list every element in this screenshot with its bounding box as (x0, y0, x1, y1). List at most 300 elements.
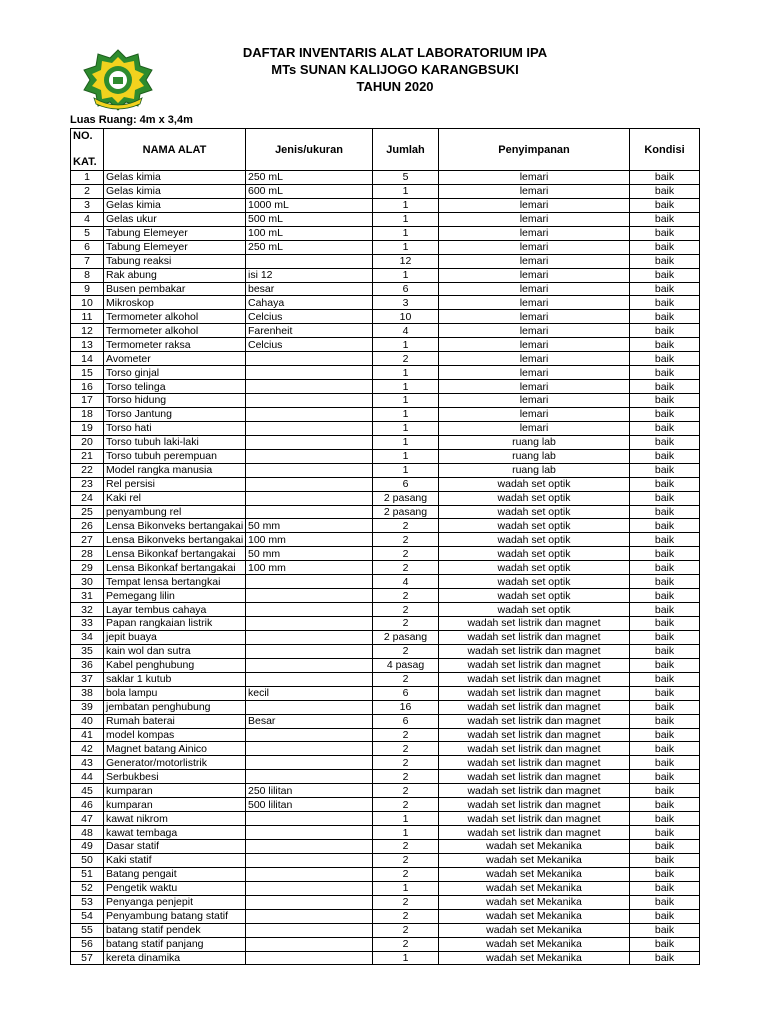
cell-no: 13 (71, 338, 104, 352)
table-row (71, 296, 700, 310)
title-line-3: TAHUN 2020 (356, 79, 434, 94)
cell-storage: lemari (439, 380, 630, 394)
table-row (71, 324, 700, 338)
cell-qty: 4 pasag (373, 658, 439, 672)
col-header-condition: Kondisi (630, 129, 700, 171)
table-row (71, 212, 700, 226)
table-row (71, 728, 700, 742)
cell-no: 52 (71, 881, 104, 895)
cell-condition: baik (630, 867, 700, 881)
table-row (71, 603, 700, 617)
cell-name: Tabung reaksi (104, 254, 246, 268)
cell-condition: baik (630, 798, 700, 812)
table-row (71, 505, 700, 519)
cell-storage: lemari (439, 296, 630, 310)
table-row (71, 853, 700, 867)
cell-no: 40 (71, 714, 104, 728)
cell-name: Gelas ukur (104, 212, 246, 226)
table-row (71, 198, 700, 212)
cell-condition: baik (630, 435, 700, 449)
table-row (71, 617, 700, 631)
cell-condition: baik (630, 937, 700, 951)
cell-size (246, 630, 373, 644)
cell-name: Gelas kimia (104, 184, 246, 198)
cell-no: 43 (71, 756, 104, 770)
cell-qty: 12 (373, 254, 439, 268)
cell-storage: wadah set optik (439, 589, 630, 603)
cell-name: Lensa Bikonkaf bertangakai (104, 561, 246, 575)
cell-condition: baik (630, 951, 700, 965)
cell-no: 23 (71, 477, 104, 491)
cell-no: 28 (71, 547, 104, 561)
cell-size (246, 449, 373, 463)
title-line-1: DAFTAR INVENTARIS ALAT LABORATORIUM IPA (242, 45, 548, 60)
cell-name: Torso tubuh perempuan (104, 449, 246, 463)
cell-size (246, 435, 373, 449)
cell-condition: baik (630, 310, 700, 324)
cell-condition: baik (630, 463, 700, 477)
cell-qty: 2 (373, 784, 439, 798)
cell-size: 500 mL (246, 212, 373, 226)
cell-storage: wadah set optik (439, 491, 630, 505)
cell-storage: lemari (439, 394, 630, 408)
table-row (71, 226, 700, 240)
cell-size: 250 mL (246, 240, 373, 254)
table-row (71, 184, 700, 198)
cell-condition: baik (630, 644, 700, 658)
table-row (71, 435, 700, 449)
table-body (71, 171, 700, 965)
cell-name: Gelas kimia (104, 198, 246, 212)
col-header-name: NAMA ALAT (104, 129, 246, 171)
table-row (71, 477, 700, 491)
table-row (71, 240, 700, 254)
cell-storage: lemari (439, 352, 630, 366)
cell-name: Avometer (104, 352, 246, 366)
cell-no: 42 (71, 742, 104, 756)
cell-no: 6 (71, 240, 104, 254)
cell-condition: baik (630, 212, 700, 226)
cell-storage: lemari (439, 240, 630, 254)
cell-size (246, 254, 373, 268)
cell-no: 5 (71, 226, 104, 240)
cell-no: 34 (71, 630, 104, 644)
table-row (71, 589, 700, 603)
cell-size: Celcius (246, 310, 373, 324)
table-row (71, 282, 700, 296)
cell-qty: 1 (373, 812, 439, 826)
cell-name: Layar tembus cahaya (104, 603, 246, 617)
cell-qty: 2 (373, 895, 439, 909)
cell-no: 55 (71, 923, 104, 937)
cell-size (246, 700, 373, 714)
table-row (71, 826, 700, 840)
cell-name: kereta dinamika (104, 951, 246, 965)
cell-condition: baik (630, 394, 700, 408)
cell-condition: baik (630, 547, 700, 561)
table-row (71, 394, 700, 408)
cell-qty: 1 (373, 380, 439, 394)
cell-condition: baik (630, 617, 700, 631)
cell-storage: wadah set listrik dan magnet (439, 728, 630, 742)
cell-name: saklar 1 kutub (104, 672, 246, 686)
cell-qty: 1 (373, 463, 439, 477)
cell-name: Penyambung batang statif (104, 909, 246, 923)
cell-name: Dasar statif (104, 840, 246, 854)
cell-condition: baik (630, 784, 700, 798)
cell-storage: wadah set listrik dan magnet (439, 770, 630, 784)
cell-name: bola lampu (104, 686, 246, 700)
cell-qty: 2 (373, 617, 439, 631)
cell-size: 500 lilitan (246, 798, 373, 812)
cell-no: 26 (71, 519, 104, 533)
table-row (71, 700, 700, 714)
cell-storage: wadah set listrik dan magnet (439, 644, 630, 658)
cell-size: Besar (246, 714, 373, 728)
cell-storage: lemari (439, 226, 630, 240)
cell-condition: baik (630, 672, 700, 686)
cell-condition: baik (630, 407, 700, 421)
cell-storage: wadah set optik (439, 505, 630, 519)
table-row (71, 923, 700, 937)
cell-condition: baik (630, 449, 700, 463)
cell-size (246, 617, 373, 631)
cell-size (246, 756, 373, 770)
cell-name: kain wol dan sutra (104, 644, 246, 658)
cell-size (246, 407, 373, 421)
cell-qty: 6 (373, 282, 439, 296)
cell-name: Serbukbesi (104, 770, 246, 784)
table-row (71, 171, 700, 185)
cell-name: batang statif panjang (104, 937, 246, 951)
cell-no: 31 (71, 589, 104, 603)
cell-storage: wadah set listrik dan magnet (439, 784, 630, 798)
cell-condition: baik (630, 603, 700, 617)
cell-no: 17 (71, 394, 104, 408)
cell-no: 53 (71, 895, 104, 909)
cell-qty: 2 (373, 923, 439, 937)
cell-size (246, 394, 373, 408)
cell-condition: baik (630, 240, 700, 254)
cell-storage: wadah set optik (439, 561, 630, 575)
cell-size (246, 937, 373, 951)
cell-condition: baik (630, 198, 700, 212)
cell-condition: baik (630, 826, 700, 840)
cell-condition: baik (630, 561, 700, 575)
cell-no: 22 (71, 463, 104, 477)
cell-no: 38 (71, 686, 104, 700)
cell-name: Batang pengait (104, 867, 246, 881)
cell-size (246, 826, 373, 840)
cell-qty: 1 (373, 212, 439, 226)
cell-name: Generator/motorlistrik (104, 756, 246, 770)
cell-no: 46 (71, 798, 104, 812)
cell-name: Torso telinga (104, 380, 246, 394)
cell-size: Farenheit (246, 324, 373, 338)
cell-name: jepit buaya (104, 630, 246, 644)
cell-qty: 2 (373, 547, 439, 561)
cell-storage: wadah set listrik dan magnet (439, 798, 630, 812)
cell-storage: wadah set optik (439, 519, 630, 533)
cell-qty: 6 (373, 477, 439, 491)
cell-storage: wadah set listrik dan magnet (439, 826, 630, 840)
cell-condition: baik (630, 282, 700, 296)
cell-name: Penyanga penjepit (104, 895, 246, 909)
table-row (71, 491, 700, 505)
cell-name: kumparan (104, 784, 246, 798)
cell-storage: lemari (439, 310, 630, 324)
cell-no: 12 (71, 324, 104, 338)
cell-condition: baik (630, 380, 700, 394)
title-line-2: MTs SUNAN KALIJOGO KARANGBSUKI (271, 62, 519, 77)
cell-condition: baik (630, 909, 700, 923)
cell-qty: 1 (373, 407, 439, 421)
cell-name: Tempat lensa bertangkai (104, 575, 246, 589)
cell-condition: baik (630, 812, 700, 826)
cell-qty: 2 pasang (373, 630, 439, 644)
cell-no: 20 (71, 435, 104, 449)
table-row (71, 840, 700, 854)
cell-no: 33 (71, 617, 104, 631)
cell-qty: 10 (373, 310, 439, 324)
cell-size (246, 658, 373, 672)
table-row (71, 672, 700, 686)
cell-storage: wadah set Mekanika (439, 840, 630, 854)
cell-qty: 5 (373, 171, 439, 185)
table-row (71, 756, 700, 770)
cell-name: Termometer raksa (104, 338, 246, 352)
cell-condition: baik (630, 700, 700, 714)
table-row (71, 310, 700, 324)
cell-qty: 2 (373, 589, 439, 603)
cell-condition: baik (630, 352, 700, 366)
cell-qty: 1 (373, 394, 439, 408)
cell-no: 41 (71, 728, 104, 742)
col-header-no (71, 129, 104, 171)
cell-size: 600 mL (246, 184, 373, 198)
cell-no: 18 (71, 407, 104, 421)
table-row (71, 449, 700, 463)
cell-condition: baik (630, 533, 700, 547)
cell-condition: baik (630, 770, 700, 784)
table-row (71, 812, 700, 826)
cell-qty: 1 (373, 366, 439, 380)
table-row (71, 658, 700, 672)
cell-qty: 2 (373, 909, 439, 923)
cell-size: besar (246, 282, 373, 296)
cell-size: Celcius (246, 338, 373, 352)
cell-no: 49 (71, 840, 104, 854)
cell-storage: lemari (439, 338, 630, 352)
cell-storage: ruang lab (439, 463, 630, 477)
cell-qty: 2 (373, 853, 439, 867)
cell-qty: 16 (373, 700, 439, 714)
cell-no: 2 (71, 184, 104, 198)
cell-storage: wadah set Mekanika (439, 909, 630, 923)
cell-storage: lemari (439, 184, 630, 198)
cell-size (246, 923, 373, 937)
cell-qty: 1 (373, 226, 439, 240)
cell-storage: wadah set listrik dan magnet (439, 617, 630, 631)
cell-name: Termometer alkohol (104, 324, 246, 338)
col-header-storage: Penyimpanan (439, 129, 630, 171)
cell-qty: 2 (373, 756, 439, 770)
cell-storage: lemari (439, 254, 630, 268)
cell-qty: 2 (373, 742, 439, 756)
table-row (71, 338, 700, 352)
cell-qty: 2 (373, 533, 439, 547)
cell-condition: baik (630, 658, 700, 672)
table-row (71, 268, 700, 282)
cell-no: 7 (71, 254, 104, 268)
table-row (71, 895, 700, 909)
cell-no: 37 (71, 672, 104, 686)
cell-qty: 4 (373, 324, 439, 338)
cell-condition: baik (630, 686, 700, 700)
cell-no: 15 (71, 366, 104, 380)
cell-no: 30 (71, 575, 104, 589)
cell-storage: wadah set listrik dan magnet (439, 630, 630, 644)
cell-size (246, 421, 373, 435)
cell-storage: wadah set listrik dan magnet (439, 742, 630, 756)
cell-condition: baik (630, 589, 700, 603)
cell-qty: 2 (373, 352, 439, 366)
cell-name: Torso Jantung (104, 407, 246, 421)
cell-condition: baik (630, 895, 700, 909)
cell-qty: 1 (373, 435, 439, 449)
table-row (71, 937, 700, 951)
cell-no: 32 (71, 603, 104, 617)
cell-name: Model rangka manusia (104, 463, 246, 477)
cell-name: Pemegang lilin (104, 589, 246, 603)
cell-storage: lemari (439, 366, 630, 380)
table-row (71, 254, 700, 268)
cell-no: 45 (71, 784, 104, 798)
cell-storage: wadah set listrik dan magnet (439, 672, 630, 686)
table-row (71, 519, 700, 533)
col-header-no-line1: NO. (73, 130, 93, 142)
cell-name: Rak abung (104, 268, 246, 282)
cell-condition: baik (630, 184, 700, 198)
cell-storage: wadah set listrik dan magnet (439, 686, 630, 700)
cell-qty: 1 (373, 951, 439, 965)
cell-qty: 1 (373, 184, 439, 198)
cell-qty: 2 (373, 728, 439, 742)
cell-storage: ruang lab (439, 449, 630, 463)
cell-qty: 1 (373, 421, 439, 435)
cell-condition: baik (630, 923, 700, 937)
cell-size (246, 477, 373, 491)
cell-name: Kabel penghubung (104, 658, 246, 672)
cell-storage: wadah set listrik dan magnet (439, 714, 630, 728)
cell-name: model kompas (104, 728, 246, 742)
cell-condition: baik (630, 226, 700, 240)
cell-name: penyambung rel (104, 505, 246, 519)
cell-condition: baik (630, 742, 700, 756)
cell-size (246, 575, 373, 589)
cell-no: 44 (71, 770, 104, 784)
cell-condition: baik (630, 714, 700, 728)
cell-qty: 2 (373, 561, 439, 575)
cell-no: 54 (71, 909, 104, 923)
cell-no: 11 (71, 310, 104, 324)
table-row (71, 575, 700, 589)
cell-name: Rumah baterai (104, 714, 246, 728)
cell-size: 50 mm (246, 519, 373, 533)
cell-condition: baik (630, 505, 700, 519)
cell-storage: lemari (439, 268, 630, 282)
cell-storage: wadah set Mekanika (439, 881, 630, 895)
cell-storage: lemari (439, 171, 630, 185)
cell-qty: 2 (373, 798, 439, 812)
cell-storage: wadah set optik (439, 603, 630, 617)
cell-name: Rel persisi (104, 477, 246, 491)
cell-condition: baik (630, 728, 700, 742)
cell-condition: baik (630, 421, 700, 435)
cell-storage: lemari (439, 282, 630, 296)
cell-name: Lensa Bikonveks bertangakai (104, 533, 246, 547)
cell-storage: lemari (439, 407, 630, 421)
cell-name: Lensa Bikonveks bertangakai (104, 519, 246, 533)
cell-size (246, 352, 373, 366)
cell-no: 9 (71, 282, 104, 296)
cell-size (246, 867, 373, 881)
cell-name: kumparan (104, 798, 246, 812)
cell-no: 3 (71, 198, 104, 212)
cell-storage: wadah set Mekanika (439, 951, 630, 965)
table-row (71, 742, 700, 756)
cell-name: Torso ginjal (104, 366, 246, 380)
cell-no: 24 (71, 491, 104, 505)
cell-name: Torso tubuh laki-laki (104, 435, 246, 449)
table-row (71, 644, 700, 658)
cell-qty: 4 (373, 575, 439, 589)
cell-qty: 2 pasang (373, 491, 439, 505)
cell-size (246, 380, 373, 394)
cell-condition: baik (630, 519, 700, 533)
table-row (71, 547, 700, 561)
cell-storage: lemari (439, 421, 630, 435)
school-emblem-icon (80, 48, 156, 112)
cell-no: 25 (71, 505, 104, 519)
cell-no: 50 (71, 853, 104, 867)
table-row (71, 951, 700, 965)
col-header-no-line2: KAT. (73, 156, 97, 168)
cell-name: Termometer alkohol (104, 310, 246, 324)
cell-name: Pengetik waktu (104, 881, 246, 895)
cell-size: kecil (246, 686, 373, 700)
cell-name: Gelas kimia (104, 171, 246, 185)
cell-size (246, 909, 373, 923)
cell-no: 48 (71, 826, 104, 840)
cell-size: Cahaya (246, 296, 373, 310)
cell-no: 56 (71, 937, 104, 951)
cell-condition: baik (630, 881, 700, 895)
cell-qty: 2 (373, 603, 439, 617)
cell-qty: 1 (373, 826, 439, 840)
cell-qty: 2 pasang (373, 505, 439, 519)
cell-condition: baik (630, 575, 700, 589)
cell-name: Torso hidung (104, 394, 246, 408)
cell-qty: 2 (373, 644, 439, 658)
cell-size: 100 mm (246, 561, 373, 575)
cell-condition: baik (630, 756, 700, 770)
cell-name: Tabung Elemeyer (104, 240, 246, 254)
cell-storage: wadah set listrik dan magnet (439, 658, 630, 672)
cell-size (246, 840, 373, 854)
table-row (71, 407, 700, 421)
cell-no: 1 (71, 171, 104, 185)
